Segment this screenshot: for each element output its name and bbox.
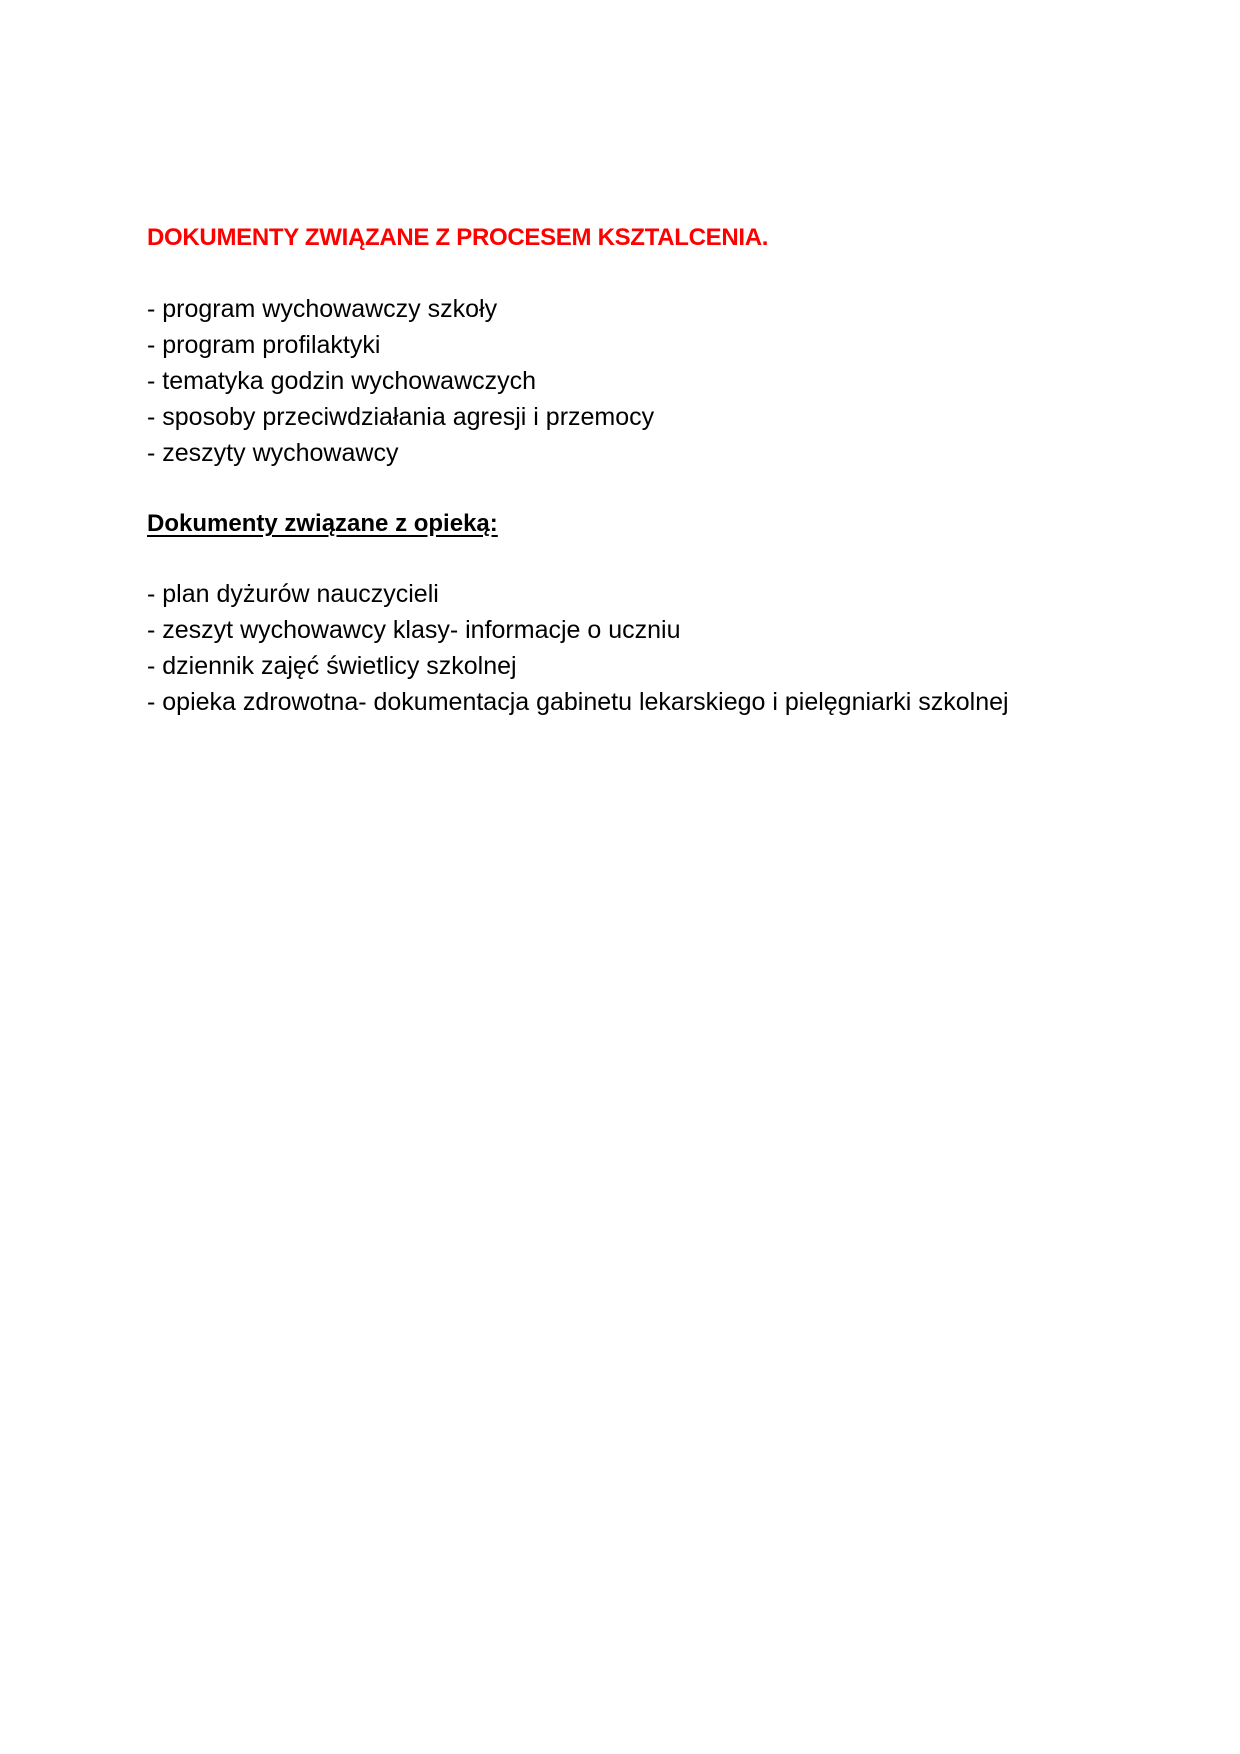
document-title: DOKUMENTY ZWIĄZANE Z PROCESEM KSZTALCENIA. [147,224,769,251]
list-item: - zeszyt wychowawcy klasy- informacje o uczniu [147,616,681,644]
document-content [147,221,1107,720]
list-item: - sposoby przeciwdziałania agresji i przemocy [147,403,655,431]
list-item: - opieka zdrowotna- dokumentacja gabinetu lekarskiego i pielęgniarki szkolnej [147,688,1009,716]
section2-list [147,576,1107,720]
list-item: - tematyka godzin wychowawczych [147,367,537,395]
section2-heading: Dokumenty związane z opieką: [147,510,498,537]
list-item: - zeszyty wychowawcy [147,439,399,467]
list-item: - program profilaktyki [147,331,381,359]
list-item: - plan dyżurów nauczycieli [147,580,439,608]
list-item: - dziennik zajęć świetlicy szkolnej [147,652,517,680]
list-item: - program wychowawczy szkoły [147,295,498,323]
section1-list [147,291,1107,471]
